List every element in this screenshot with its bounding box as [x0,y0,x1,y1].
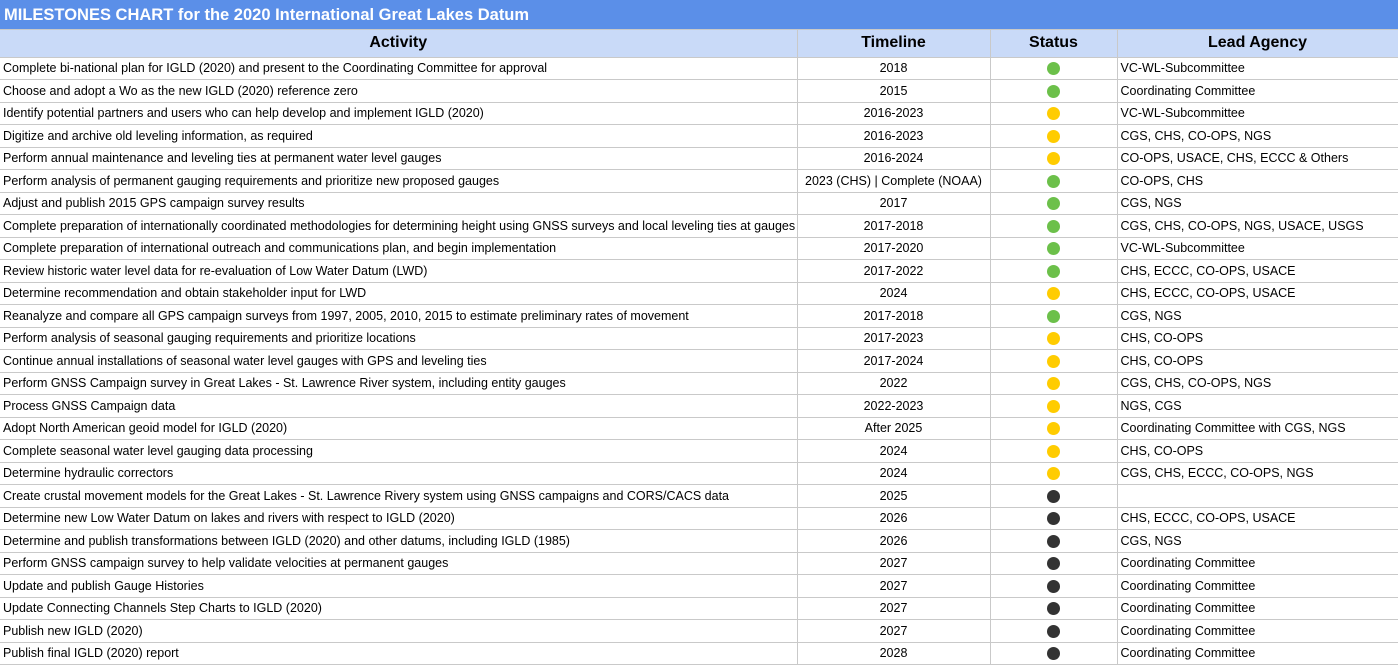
timeline-cell[interactable]: 2016-2024 [797,147,990,170]
timeline-cell[interactable]: 2023 (CHS) | Complete (NOAA) [797,170,990,193]
status-not-started-icon [1047,602,1060,615]
timeline-cell[interactable]: 2024 [797,440,990,463]
timeline-cell[interactable]: 2024 [797,282,990,305]
status-cell[interactable] [990,417,1117,440]
status-cell[interactable] [990,305,1117,328]
activity-cell[interactable]: Perform annual maintenance and leveling ties at permanent water level gauges [0,147,797,170]
table-row [0,642,1398,665]
timeline-cell[interactable]: 2017-2018 [797,215,990,238]
activity-cell[interactable]: Publish new IGLD (2020) [0,620,797,643]
timeline-cell[interactable]: 2017 [797,192,990,215]
lead-agency-cell[interactable]: CHS, ECCC, CO-OPS, USACE [1117,260,1398,283]
status-cell[interactable] [990,440,1117,463]
activity-cell[interactable]: Determine and publish transformations between IGLD (2020) and other datums, including IGLD (1985) [0,530,797,553]
status-cell[interactable] [990,530,1117,553]
activity-cell[interactable]: Reanalyze and compare all GPS campaign surveys from 1997, 2005, 2010, 2015 to estimate preliminary rates of movement [0,305,797,328]
status-cell[interactable] [990,485,1117,508]
status-in-progress-icon [1047,377,1060,390]
activity-cell[interactable]: Update Connecting Channels Step Charts to IGLD (2020) [0,597,797,620]
status-complete-icon [1047,242,1060,255]
status-complete-icon [1047,220,1060,233]
status-in-progress-icon [1047,107,1060,120]
lead-agency-cell[interactable]: CHS, CO-OPS [1117,440,1398,463]
status-in-progress-icon [1047,445,1060,458]
table-row [0,597,1398,620]
timeline-cell[interactable]: 2016-2023 [797,102,990,125]
table-row [0,530,1398,553]
table-row [0,260,1398,283]
status-in-progress-icon [1047,422,1060,435]
status-cell[interactable] [990,327,1117,350]
lead-agency-cell[interactable]: CGS, NGS [1117,305,1398,328]
status-cell[interactable] [990,507,1117,530]
activity-cell[interactable]: Continue annual installations of seasonal water level gauges with GPS and leveling ties [0,350,797,373]
status-not-started-icon [1047,557,1060,570]
timeline-cell[interactable]: 2027 [797,597,990,620]
table-row [0,192,1398,215]
table-row [0,372,1398,395]
status-complete-icon [1047,197,1060,210]
lead-agency-cell[interactable]: CO-OPS, CHS [1117,170,1398,193]
timeline-cell[interactable]: 2015 [797,80,990,103]
activity-cell[interactable]: Determine recommendation and obtain stakeholder input for LWD [0,282,797,305]
status-cell[interactable] [990,462,1117,485]
activity-cell[interactable]: Complete preparation of internationally coordinated methodologies for determining height using GNSS surveys and local leveling ties at gauges [0,215,797,238]
status-not-started-icon [1047,625,1060,638]
header-lead-agency[interactable]: Lead Agency [1117,30,1398,57]
status-complete-icon [1047,265,1060,278]
status-in-progress-icon [1047,467,1060,480]
lead-agency-cell[interactable]: Coordinating Committee with CGS, NGS [1117,417,1398,440]
status-complete-icon [1047,62,1060,75]
status-cell[interactable] [990,575,1117,598]
table-row [0,170,1398,193]
table-row [0,80,1398,103]
status-cell[interactable] [990,620,1117,643]
timeline-cell[interactable]: 2017-2022 [797,260,990,283]
sheet-title: MILESTONES CHART for the 2020 International Great Lakes Datum [0,0,1398,30]
status-cell[interactable] [990,260,1117,283]
activity-cell[interactable]: Complete preparation of international outreach and communications plan, and begin implementation [0,237,797,260]
status-cell[interactable] [990,215,1117,238]
status-cell[interactable] [990,372,1117,395]
activity-cell[interactable]: Identify potential partners and users who can help develop and implement IGLD (2020) [0,102,797,125]
table-row [0,417,1398,440]
lead-agency-cell[interactable]: CO-OPS, USACE, CHS, ECCC & Others [1117,147,1398,170]
status-in-progress-icon [1047,400,1060,413]
activity-cell[interactable]: Process GNSS Campaign data [0,395,797,418]
status-not-started-icon [1047,490,1060,503]
table-row [0,620,1398,643]
status-in-progress-icon [1047,287,1060,300]
table-row [0,215,1398,238]
status-in-progress-icon [1047,355,1060,368]
timeline-cell[interactable]: 2017-2023 [797,327,990,350]
table-row [0,462,1398,485]
lead-agency-cell[interactable]: CHS, CO-OPS [1117,327,1398,350]
activity-cell[interactable]: Perform GNSS Campaign survey in Great Lakes - St. Lawrence River system, including entity gauges [0,372,797,395]
activity-cell[interactable]: Digitize and archive old leveling information, as required [0,125,797,148]
table-row [0,327,1398,350]
lead-agency-cell[interactable]: CHS, ECCC, CO-OPS, USACE [1117,282,1398,305]
activity-cell[interactable]: Complete seasonal water level gauging data processing [0,440,797,463]
lead-agency-cell[interactable]: Coordinating Committee [1117,642,1398,665]
table-body [0,57,1398,665]
table-row [0,147,1398,170]
status-not-started-icon [1047,580,1060,593]
status-cell[interactable] [990,170,1117,193]
activity-cell[interactable]: Determine new Low Water Datum on lakes and rivers with respect to IGLD (2020) [0,507,797,530]
timeline-cell[interactable]: 2027 [797,620,990,643]
header-timeline[interactable]: Timeline [797,30,990,57]
timeline-cell[interactable]: 2026 [797,507,990,530]
timeline-cell[interactable]: 2028 [797,642,990,665]
status-in-progress-icon [1047,332,1060,345]
lead-agency-cell[interactable]: Coordinating Committee [1117,80,1398,103]
status-cell[interactable] [990,237,1117,260]
activity-cell[interactable]: Adjust and publish 2015 GPS campaign survey results [0,192,797,215]
milestones-table [0,30,1398,665]
status-cell[interactable] [990,147,1117,170]
timeline-cell[interactable]: After 2025 [797,417,990,440]
table-row [0,350,1398,373]
status-complete-icon [1047,175,1060,188]
table-row [0,237,1398,260]
status-not-started-icon [1047,512,1060,525]
status-not-started-icon [1047,535,1060,548]
lead-agency-cell[interactable]: Coordinating Committee [1117,552,1398,575]
table-row [0,282,1398,305]
timeline-cell[interactable]: 2017-2024 [797,350,990,373]
activity-cell[interactable]: Perform GNSS campaign survey to help validate velocities at permanent gauges [0,552,797,575]
status-cell[interactable] [990,395,1117,418]
lead-agency-cell[interactable]: NGS, CGS [1117,395,1398,418]
header-status[interactable]: Status [990,30,1117,57]
table-row [0,395,1398,418]
timeline-cell[interactable]: 2018 [797,57,990,80]
status-in-progress-icon [1047,152,1060,165]
table-row [0,575,1398,598]
activity-cell[interactable]: Adopt North American geoid model for IGLD (2020) [0,417,797,440]
status-cell[interactable] [990,350,1117,373]
status-complete-icon [1047,85,1060,98]
status-cell[interactable] [990,282,1117,305]
timeline-cell[interactable]: 2027 [797,575,990,598]
status-complete-icon [1047,310,1060,323]
timeline-cell[interactable]: 2024 [797,462,990,485]
table-row [0,485,1398,508]
status-cell[interactable] [990,552,1117,575]
header-row [0,30,1398,57]
lead-agency-cell[interactable]: CGS, NGS [1117,192,1398,215]
lead-agency-cell[interactable]: CGS, CHS, CO-OPS, NGS, USACE, USGS [1117,215,1398,238]
lead-agency-cell[interactable]: Coordinating Committee [1117,620,1398,643]
timeline-cell[interactable]: 2025 [797,485,990,508]
lead-agency-cell[interactable]: VC-WL-Subcommittee [1117,102,1398,125]
lead-agency-cell[interactable]: CGS, CHS, CO-OPS, NGS [1117,125,1398,148]
status-cell[interactable] [990,57,1117,80]
table-row [0,507,1398,530]
status-cell[interactable] [990,125,1117,148]
lead-agency-cell[interactable]: Coordinating Committee [1117,597,1398,620]
table-row [0,125,1398,148]
activity-cell[interactable]: Determine hydraulic correctors [0,462,797,485]
lead-agency-cell[interactable]: CGS, CHS, CO-OPS, NGS [1117,372,1398,395]
activity-cell[interactable]: Review historic water level data for re-evaluation of Low Water Datum (LWD) [0,260,797,283]
status-cell[interactable] [990,192,1117,215]
table-row [0,552,1398,575]
status-cell[interactable] [990,597,1117,620]
activity-cell[interactable]: Create crustal movement models for the Great Lakes - St. Lawrence Rivery system using GNSS campaigns and CORS/CACS data [0,485,797,508]
activity-cell[interactable]: Choose and adopt a Wo as the new IGLD (2020) reference zero [0,80,797,103]
activity-cell[interactable]: Complete bi-national plan for IGLD (2020) and present to the Coordinating Committee for approval [0,57,797,80]
timeline-cell[interactable]: 2022-2023 [797,395,990,418]
activity-cell[interactable]: Update and publish Gauge Histories [0,575,797,598]
lead-agency-cell[interactable]: CHS, CO-OPS [1117,350,1398,373]
lead-agency-cell[interactable] [1117,485,1398,508]
status-cell[interactable] [990,102,1117,125]
table-row [0,102,1398,125]
timeline-cell[interactable]: 2017-2020 [797,237,990,260]
timeline-cell[interactable]: 2027 [797,552,990,575]
lead-agency-cell[interactable]: VC-WL-Subcommittee [1117,237,1398,260]
lead-agency-cell[interactable]: CGS, CHS, ECCC, CO-OPS, NGS [1117,462,1398,485]
activity-cell[interactable]: Perform analysis of permanent gauging requirements and prioritize new proposed gauges [0,170,797,193]
lead-agency-cell[interactable]: CGS, NGS [1117,530,1398,553]
status-not-started-icon [1047,647,1060,660]
activity-cell[interactable]: Perform analysis of seasonal gauging requirements and prioritize locations [0,327,797,350]
activity-cell[interactable]: Publish final IGLD (2020) report [0,642,797,665]
lead-agency-cell[interactable]: CHS, ECCC, CO-OPS, USACE [1117,507,1398,530]
timeline-cell[interactable]: 2026 [797,530,990,553]
status-in-progress-icon [1047,130,1060,143]
table-row [0,440,1398,463]
table-row [0,57,1398,80]
status-cell[interactable] [990,80,1117,103]
timeline-cell[interactable]: 2022 [797,372,990,395]
header-activity[interactable]: Activity [0,30,797,57]
timeline-cell[interactable]: 2016-2023 [797,125,990,148]
table-row [0,305,1398,328]
timeline-cell[interactable]: 2017-2018 [797,305,990,328]
status-cell[interactable] [990,642,1117,665]
lead-agency-cell[interactable]: VC-WL-Subcommittee [1117,57,1398,80]
lead-agency-cell[interactable]: Coordinating Committee [1117,575,1398,598]
